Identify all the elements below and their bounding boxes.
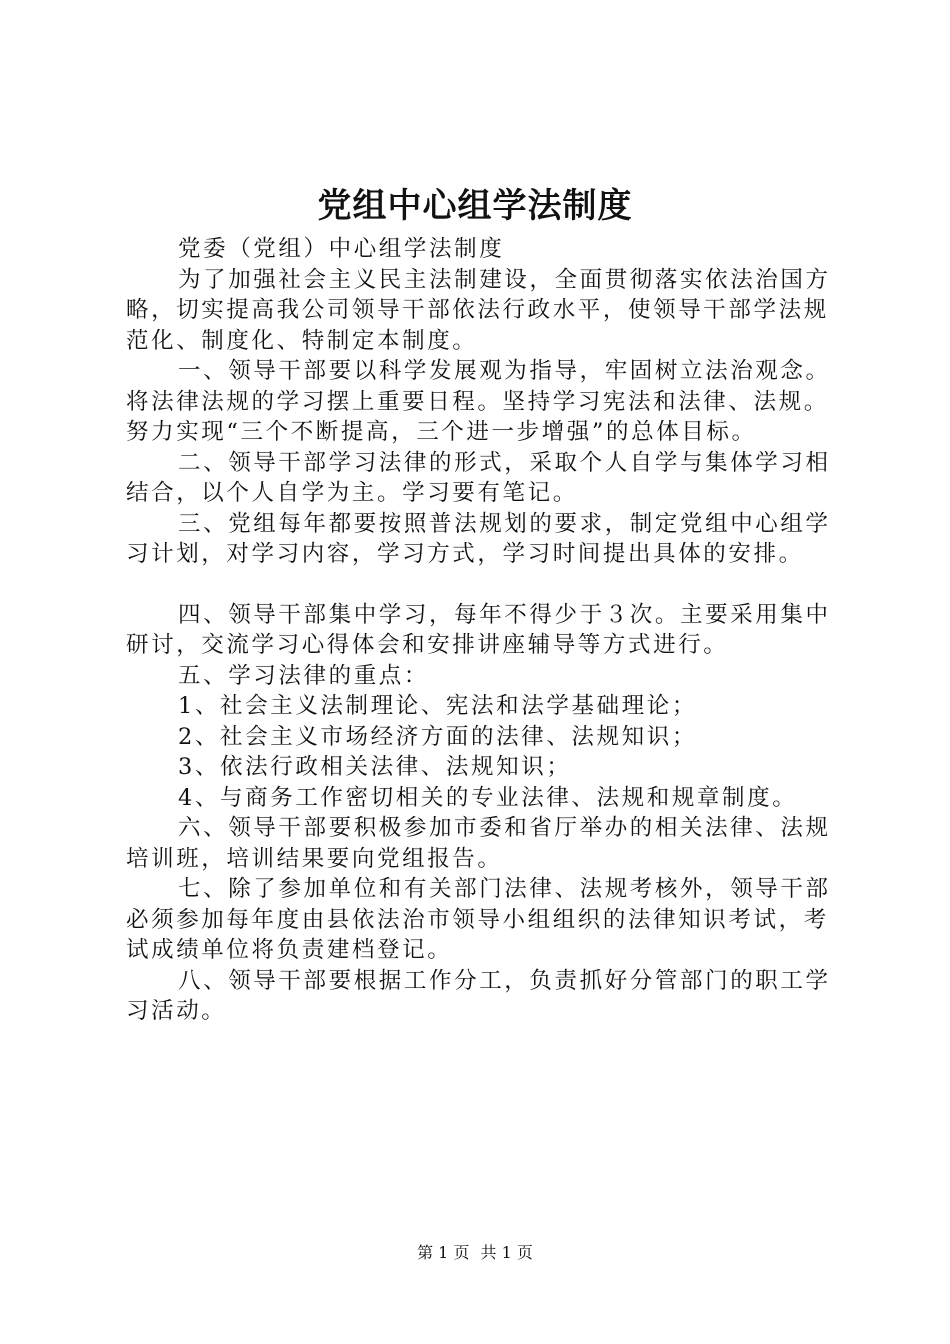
paragraph-item-5: 五、学习法律的重点：: [178, 662, 430, 689]
page-total: 共 1 页: [480, 1243, 533, 1262]
paragraph-item-1: 一、领导干部要以科学发展观为指导，牢固树立法治观念。将法律法规的学习摆上重要日程。坚持学习宪法和法律、法规。努力实现“三个不断提高，三个进一步增强”的总体目标。: [126, 358, 831, 445]
page-footer: [0, 1242, 950, 1264]
paragraph-item-6: 六、领导干部要积极参加市委和省厅举办的相关法律、法规培训班，培训结果要向党组报告。: [126, 815, 831, 872]
paragraph-intro: 为了加强社会主义民主法制建设，全面贯彻落实依法治国方略，切实提高我公司领导干部依法行政水平，使领导干部学法规范化、制度化、特制定本制度。: [126, 266, 831, 354]
paragraph-item-2: 二、领导干部学习法律的形式，采取个人自学与集体学习相结合，以个人自学为主。学习要有笔记。: [126, 449, 831, 506]
paragraph-item-3: 三、党组每年都要按照普法规划的要求，制定党组中心组学习计划，对学习内容，学习方式，学习时间提出具体的安排。: [126, 510, 831, 567]
paragraph-item-4: 四、领导干部集中学习，每年不得少于３次。主要采用集中研讨，交流学习心得体会和安排讲座辅导等方式进行。: [126, 601, 831, 658]
document-body: [126, 234, 851, 1027]
paragraph-gap: [126, 570, 851, 600]
page-number: 第 1 页: [417, 1243, 470, 1262]
paragraph-subitem-3: 3、依法行政相关法律、法规知识；: [178, 754, 572, 780]
document-title: 党组中心组学法制度: [317, 186, 633, 226]
paragraph-subitem-1: 1、社会主义法制理论、宪法和法学基础理论；: [178, 693, 697, 719]
paragraph-subitem-4: 4、与商务工作密切相关的专业法律、法规和规章制度。: [178, 784, 798, 811]
paragraph-item-7: 七、除了参加单位和有关部门法律、法规考核外，领导干部必须参加每年度由县依法治市领导小组组织的法律知识考试，考试成绩单位将负责建档登记。: [126, 876, 831, 963]
paragraph-item-8: 八、领导干部要根据工作分工，负责抓好分管部门的职工学习活动。: [126, 967, 831, 1024]
paragraph-subtitle: 党委（党组）中心组学法制度: [178, 236, 505, 262]
paragraph-subitem-2: 2、社会主义市场经济方面的法律、法规知识；: [178, 723, 697, 750]
